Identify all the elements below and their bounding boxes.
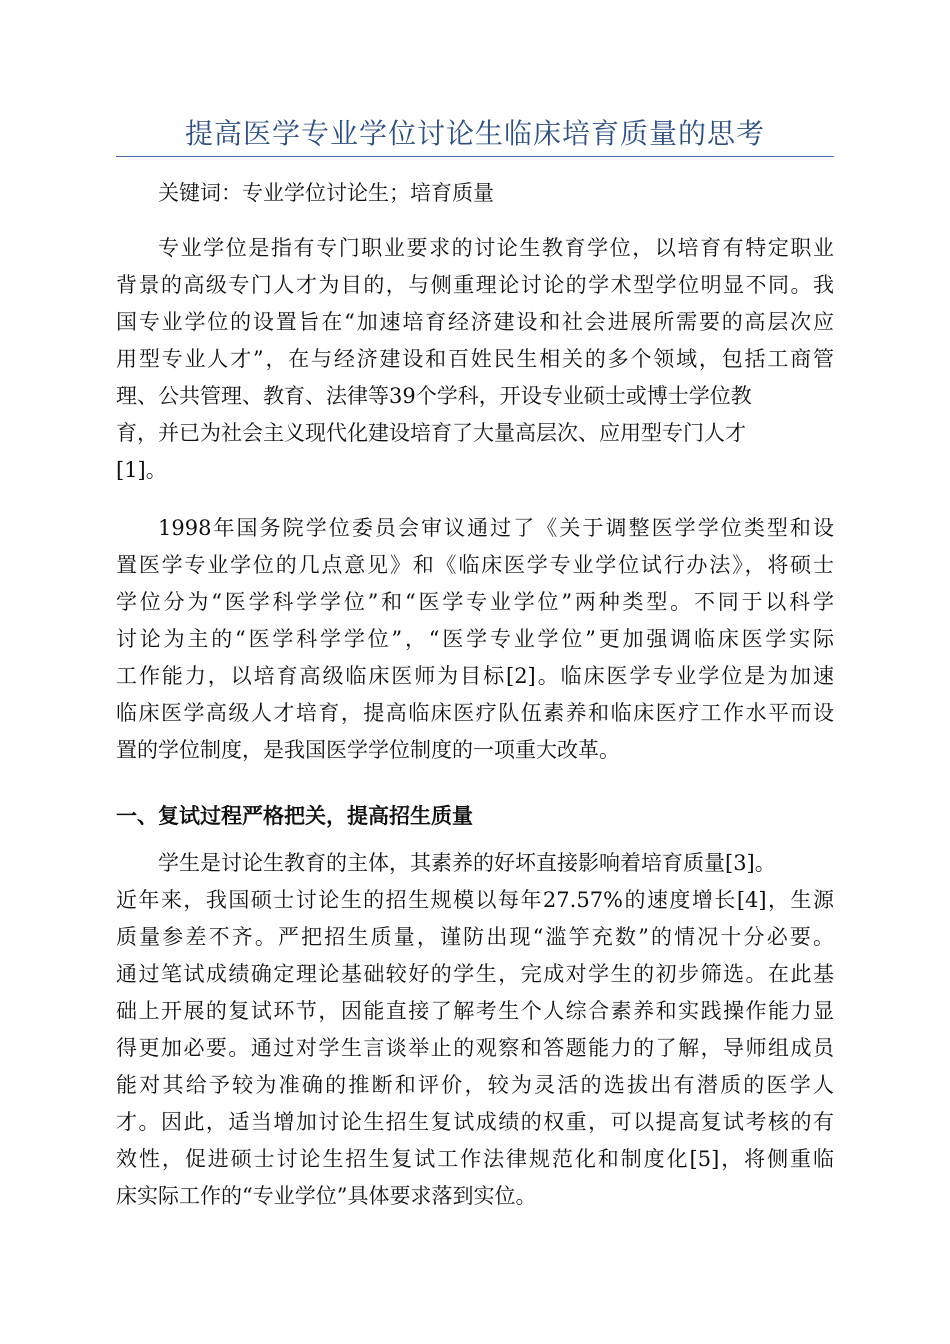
paragraph-line: 得更加必要。通过对学生言谈举止的观察和答题能力的了解，导师组成员	[116, 1036, 834, 1060]
paragraph-line: 置的学位制度，是我国医学学位制度的一项重大改革。	[116, 738, 620, 762]
paragraph-line: 础上开展的复试环节，因能直接了解考生个人综合素养和实践操作能力显	[116, 999, 834, 1023]
paragraph-line: 才。因此，适当增加讨论生招生复试成绩的权重，可以提高复试考核的有	[116, 1110, 834, 1134]
paragraph-line: 近年来，我国硕士讨论生的招生规模以每年27.57%的速度增长[4]，生源	[116, 888, 834, 912]
document-title: 提高医学专业学位讨论生临床培育质量的思考	[116, 112, 834, 157]
paragraph-line: 能对其给予较为准确的推断和评价，较为灵活的选拔出有潜质的医学人	[116, 1073, 834, 1097]
paragraph-line: 理、公共管理、教育、法律等39个学科，开设专业硕士或博士学位教	[116, 384, 752, 408]
paragraph-line: 专业学位是指有专门职业要求的讨论生教育学位，以培育有特定职业	[158, 236, 834, 260]
paragraph-line: 置医学专业学位的几点意见》和《临床医学专业学位试行办法》，将硕士	[116, 553, 834, 577]
paragraph-line: 背景的高级专门人才为目的，与侧重理论讨论的学术型学位明显不同。我	[116, 273, 834, 297]
paragraph-line: 床实际工作的“专业学位”具体要求落到实位。	[116, 1184, 537, 1208]
paragraph-line: 讨论为主的“医学科学学位”，“医学专业学位”更加强调临床医学实际	[116, 627, 834, 651]
paragraph-3	[116, 845, 834, 1215]
paragraph-line: 效性，促进硕士讨论生招生复试工作法律规范化和制度化[5]，将侧重临	[116, 1147, 834, 1171]
paragraph-2	[116, 510, 834, 769]
paragraph-line: 国专业学位的设置旨在“加速培育经济建设和社会进展所需要的高层次应	[116, 310, 834, 334]
paragraph-line: [1]。	[116, 458, 167, 482]
paragraph-line: 育，并已为社会主义现代化建设培育了大量高层次、应用型专门人才	[116, 421, 746, 445]
paragraph-line: 质量参差不齐。严把招生质量，谨防出现“滥竽充数”的情况十分必要。	[116, 925, 834, 949]
paragraph-line: 临床医学高级人才培育，提高临床医疗队伍素养和临床医疗工作水平而设	[116, 701, 834, 725]
keywords-line: 关键词：专业学位讨论生；培育质量	[158, 181, 494, 205]
keywords-block	[116, 175, 834, 212]
paragraph-line: 工作能力，以培育高级临床医师为目标[2]。临床医学专业学位是为加速	[116, 664, 834, 688]
paragraph-line: 学位分为“医学科学学位”和“医学专业学位”两种类型。不同于以科学	[116, 590, 834, 614]
paragraph-line: 学生是讨论生教育的主体，其素养的好坏直接影响着培育质量[3]。	[158, 851, 776, 875]
paragraph-line: 通过笔试成绩确定理论基础较好的学生，完成对学生的初步筛选。在此基	[116, 962, 834, 986]
paragraph-1	[116, 230, 834, 489]
section-heading: 一、复试过程严格把关，提高招生质量	[116, 804, 473, 828]
paragraph-line: 用型专业人才”，在与经济建设和百姓民生相关的多个领域，包括工商管	[116, 347, 834, 371]
paragraph-line: 1998年国务院学位委员会审议通过了《关于调整医学学位类型和设	[158, 516, 834, 540]
